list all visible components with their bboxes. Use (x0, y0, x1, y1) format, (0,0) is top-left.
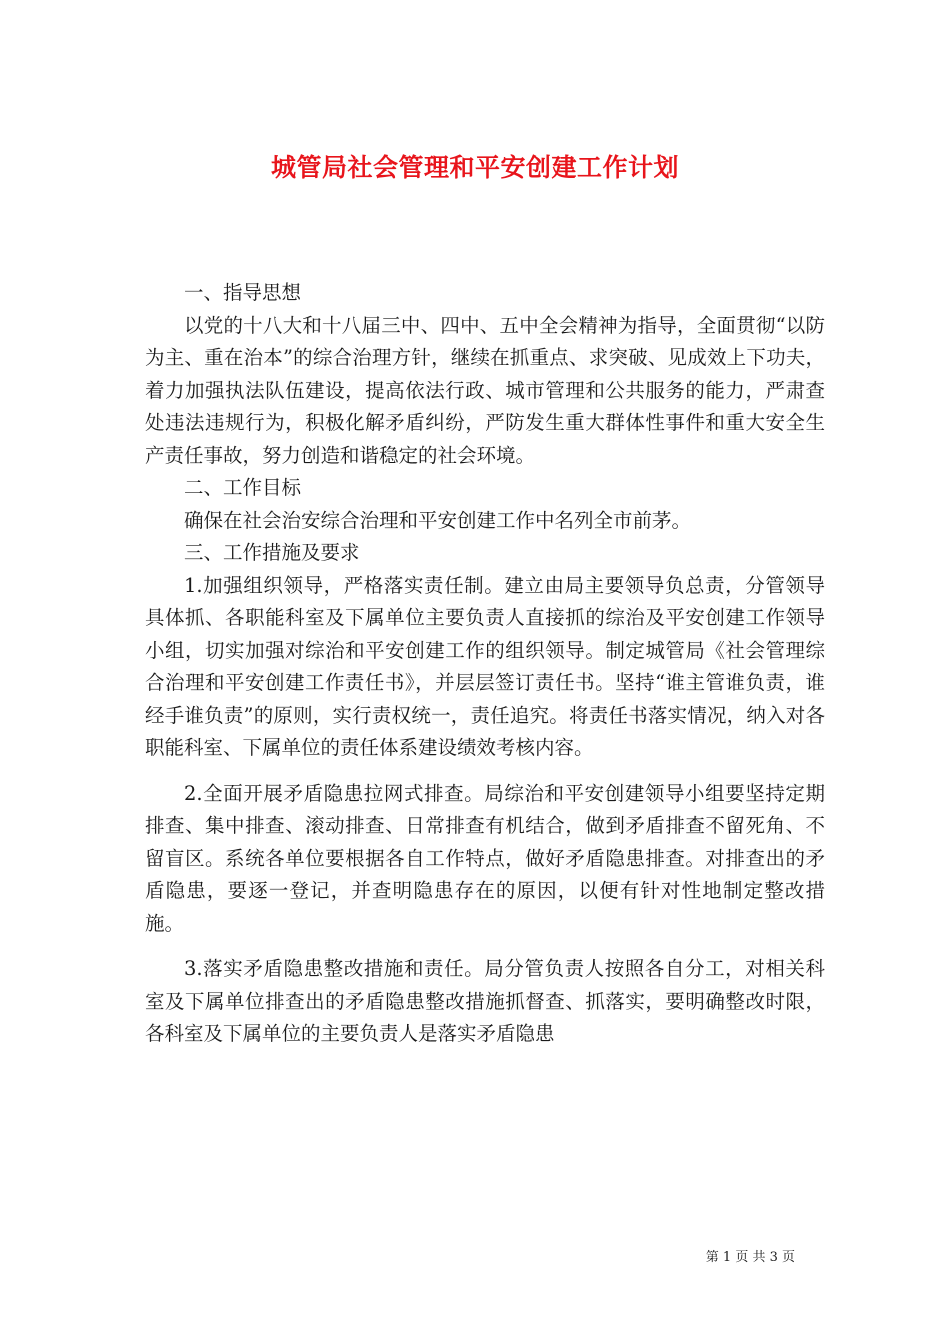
section-heading-work-goals: 二、工作目标 (184, 476, 302, 499)
document-body (145, 277, 825, 1051)
paragraph-measure-1: 1.加强组织领导，严格落实责任制。建立由局主要领导负总责，分管领导具体抓、各职能科室及下属单位主要负责人直接抓的综治及平安创建工作领导小组，切实加强对综治和平安创建工作的组织领导。制定城管局《社会管理综合治理和平安创建工作责任书》，并层层签订责任书。坚持“谁主管谁负责，谁经手谁负责”的原则，实行责权统一，责任追究。将责任书落实情况，纳入对各职能科室、下属单位的责任体系建设绩效考核内容。 (145, 573, 825, 759)
paragraph-spacer (145, 765, 825, 778)
page-number: 第 1 页 共 3 页 (705, 1250, 795, 1265)
section-heading-guiding-ideology: 一、指导思想 (184, 281, 302, 304)
section-heading-measures: 三、工作措施及要求 (184, 541, 360, 564)
paragraph-spacer (145, 940, 825, 953)
paragraph-measure-3: 3.落实矛盾隐患整改措施和责任。局分管负责人按照各自分工，对相关科室及下属单位排查出的矛盾隐患整改措施抓督查、抓落实，要明确整改时限，各科室及下属单位的主要负责人是落实矛盾隐患 (145, 957, 825, 1045)
paragraph-work-goals: 确保在社会治安综合治理和平安创建工作中名列全市前茅。 (184, 508, 692, 532)
paragraph-measure-2: 2.全面开展矛盾隐患拉网式排查。局综治和平安创建领导小组要坚持定期排查、集中排查、滚动排查、日常排查有机结合，做到矛盾排查不留死角、不留盲区。系统各单位要根据各自工作特点，做好矛盾隐患排查。对排查出的矛盾隐患，要逐一登记，并查明隐患存在的原因，以便有针对性地制定整改措施。 (145, 781, 825, 935)
paragraph-guiding-ideology: 以党的十八大和十八届三中、四中、五中全会精神为指导，全面贯彻“以防为主、重在治本”的综合治理方针，继续在抓重点、求突破、见成效上下功夫，着力加强执法队伍建设，提高依法行政、城市管理和公共服务的能力，严肃查处违法违规行为，积极化解矛盾纠纷，严防发生重大群体性事件和重大安全生产责任事故，努力创造和谐稳定的社会环境。 (145, 313, 825, 467)
document-title: 城管局社会管理和平安创建工作计划 (270, 152, 679, 182)
